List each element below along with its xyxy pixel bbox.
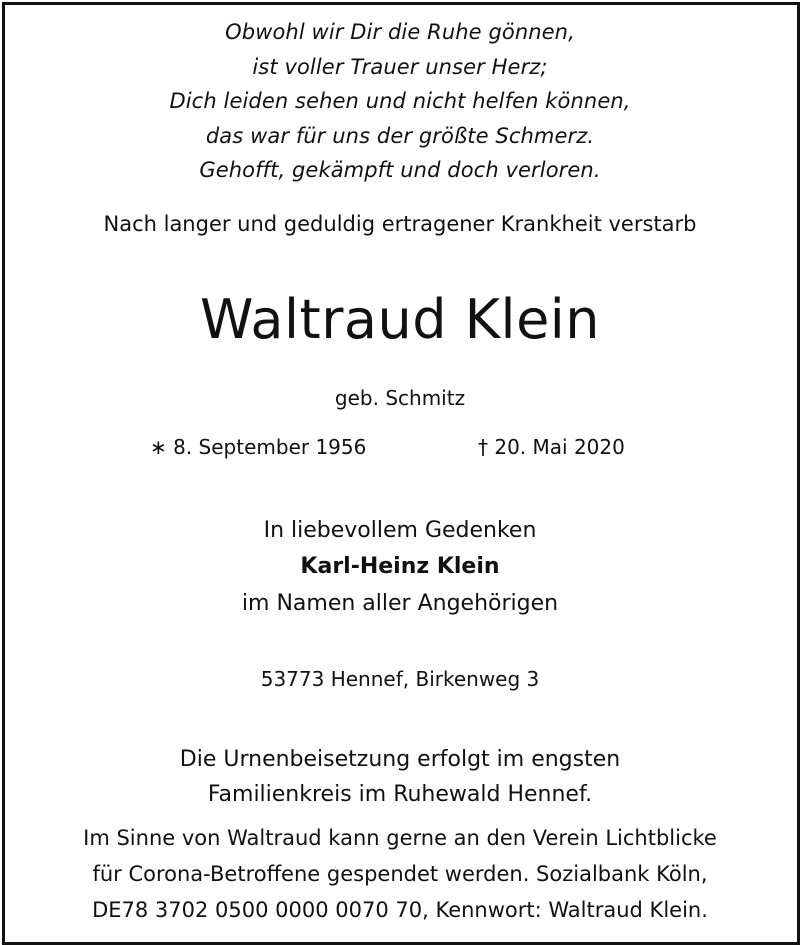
maiden-name: geb. Schmitz xyxy=(334,386,466,410)
intro-text: Nach langer und geduldig ertragener Krankheit verstarb xyxy=(103,212,697,236)
poem-line: das war für uns der größte Schmerz. xyxy=(205,123,595,148)
funeral-line: Die Urnenbeisetzung erfolgt im engsten xyxy=(179,747,621,772)
birth-date: ∗ 8. September 1956 xyxy=(150,435,367,459)
address: 53773 Hennef, Birkenweg 3 xyxy=(260,667,540,691)
poem-line: ist voller Trauer unser Herz; xyxy=(252,54,548,79)
funeral-notice xyxy=(0,742,800,812)
mourner-name: Karl-Heinz Klein xyxy=(300,554,500,579)
donation-line: DE78 3702 0500 0000 0070 70, Kennwort: Waltraud Klein. xyxy=(92,898,708,922)
donation-notice xyxy=(0,820,800,928)
poem-line: Dich leiden sehen und nicht helfen können, xyxy=(169,89,631,113)
deceased-name: Waltraud Klein xyxy=(199,288,601,351)
donation-line: Im Sinne von Waltraud kann gerne an den Verein Lichtblicke xyxy=(83,826,717,850)
death-date: † 20. Mai 2020 xyxy=(478,435,625,459)
poem-line: Obwohl wir Dir die Ruhe gönnen, xyxy=(225,20,575,44)
memory-line: In liebevollem Gedenken xyxy=(263,518,537,543)
poem-line: Gehofft, gekämpft und doch verloren. xyxy=(199,158,601,182)
behalf-line: im Namen aller Angehörigen xyxy=(241,591,559,616)
poem xyxy=(0,15,800,188)
funeral-line: Familienkreis im Ruhewald Hennef. xyxy=(207,782,593,807)
donation-line: für Corona-Betroffene gespendet werden. Sozialbank Köln, xyxy=(92,862,708,886)
